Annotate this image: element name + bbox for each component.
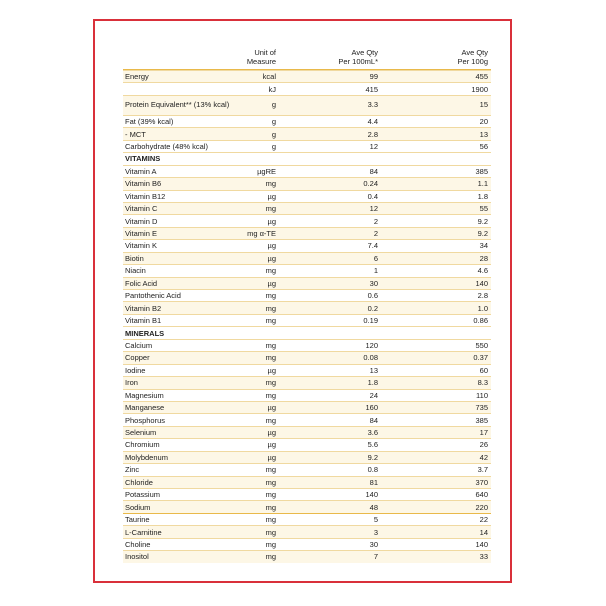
per-100g-cell: 9.2 — [477, 229, 488, 239]
per-100ml-cell: 2 — [373, 216, 378, 226]
nutrient-name: Vitamin B12 — [125, 191, 166, 201]
header-per-100g: Ave Qty Per 100g — [457, 48, 488, 66]
per-100ml-cell: 0.19 — [363, 316, 378, 326]
unit-cell: µg — [267, 365, 276, 375]
table-row — [123, 426, 491, 438]
per-100g-cell: 42 — [479, 452, 488, 462]
nutrient-name: Molybdenum — [125, 452, 168, 462]
per-100ml-cell: 2 — [373, 229, 378, 239]
table-row — [123, 95, 491, 115]
per-100g-cell: 1900 — [471, 84, 488, 94]
per-100ml-cell: 9.2 — [367, 452, 378, 462]
table-row — [123, 140, 491, 152]
table-row — [123, 301, 491, 313]
per-100ml-cell: 3 — [373, 527, 378, 537]
nutrient-name: Protein Equivalent** (13% kcal) — [125, 100, 230, 110]
per-100ml-cell: 84 — [369, 415, 378, 425]
per-100ml-cell: 7 — [373, 552, 378, 562]
per-100g-cell: 4.6 — [477, 266, 488, 276]
table-row — [123, 538, 491, 550]
nutrient-name: Phosphorus — [125, 415, 166, 425]
table-row — [123, 513, 491, 525]
per-100ml-cell: 3.6 — [367, 428, 378, 438]
table-row — [123, 476, 491, 488]
unit-cell: mg — [265, 204, 276, 214]
table-row — [123, 127, 491, 139]
nutrient-name: Calcium — [125, 340, 153, 350]
table-row — [123, 277, 491, 289]
nutrient-name: Vitamin B1 — [125, 316, 162, 326]
per-100ml-cell: 160 — [365, 403, 378, 413]
nutrient-name: Chloride — [125, 477, 153, 487]
unit-cell: g — [271, 100, 276, 110]
unit-cell: µg — [267, 278, 276, 288]
per-100g-cell: 3.7 — [477, 465, 488, 475]
per-100ml-cell: 1.8 — [367, 378, 378, 388]
unit-cell: µg — [267, 452, 276, 462]
per-100g-cell: 13 — [479, 129, 488, 139]
table-row — [123, 314, 491, 326]
per-100g-cell: 2.8 — [477, 291, 488, 301]
nutrient-name: Iron — [125, 378, 138, 388]
per-100ml-cell: 5 — [373, 515, 378, 525]
unit-cell: kJ — [268, 84, 276, 94]
per-100g-cell: 735 — [475, 403, 488, 413]
per-100g-cell: 26 — [479, 440, 488, 450]
per-100g-cell: 22 — [479, 515, 488, 525]
per-100ml-cell: 120 — [365, 340, 378, 350]
unit-cell: g — [271, 141, 276, 151]
section-header-row — [123, 326, 491, 338]
nutrient-name: Vitamin B2 — [125, 303, 162, 313]
table-row — [123, 252, 491, 264]
nutrient-name: Copper — [125, 353, 150, 363]
per-100ml-cell: 0.08 — [363, 353, 378, 363]
per-100ml-cell: 5.6 — [367, 440, 378, 450]
per-100g-cell: 110 — [476, 390, 488, 400]
per-100g-cell: 385 — [475, 415, 488, 425]
nutrition-panel-frame — [93, 19, 512, 583]
unit-cell: mg — [265, 390, 276, 400]
per-100ml-cell: 0.2 — [367, 303, 378, 313]
per-100g-cell: 455 — [475, 72, 488, 82]
unit-cell: mg α-TE — [247, 229, 276, 239]
unit-cell: mg — [265, 515, 276, 525]
unit-cell: mg — [265, 316, 276, 326]
per-100ml-cell: 12 — [369, 141, 378, 151]
table-body — [123, 70, 491, 563]
nutrient-name: Taurine — [125, 515, 150, 525]
per-100g-cell: 15 — [479, 100, 488, 110]
nutrient-name: Manganese — [125, 403, 165, 413]
unit-cell: g — [271, 117, 276, 127]
table-row — [123, 214, 491, 226]
per-100ml-cell: 2.8 — [367, 129, 378, 139]
nutrient-name: Selenium — [125, 428, 157, 438]
nutrient-name: Vitamin A — [125, 166, 157, 176]
table-row — [123, 413, 491, 425]
per-100ml-cell: 1 — [373, 266, 378, 276]
per-100g-cell: 28 — [479, 253, 488, 263]
table-row — [123, 438, 491, 450]
unit-cell: mg — [265, 303, 276, 313]
table-row — [123, 451, 491, 463]
per-100ml-cell: 30 — [369, 278, 378, 288]
per-100g-cell: 0.37 — [473, 353, 488, 363]
per-100g-cell: 60 — [479, 365, 488, 375]
per-100g-cell: 370 — [475, 477, 488, 487]
nutrition-table — [123, 39, 491, 563]
table-row — [123, 463, 491, 475]
per-100g-cell: 1.1 — [477, 179, 488, 189]
per-100ml-cell: 84 — [369, 166, 378, 176]
unit-cell: mg — [265, 490, 276, 500]
per-100g-cell: 20 — [479, 117, 488, 127]
per-100g-cell: 56 — [479, 141, 488, 151]
header-unit: Unit of Measure — [246, 48, 276, 66]
nutrient-name: Vitamin K — [125, 241, 157, 251]
unit-cell: mg — [265, 539, 276, 549]
nutrient-name: Sodium — [125, 502, 151, 512]
unit-cell: µg — [267, 191, 276, 201]
nutrient-name: Niacin — [125, 266, 146, 276]
unit-cell: mg — [265, 465, 276, 475]
table-row — [123, 165, 491, 177]
nutrient-name: Fat (39% kcal) — [125, 117, 174, 127]
per-100ml-cell: 99 — [369, 72, 378, 82]
header-per-100ml: Ave Qty Per 100mL* — [338, 48, 378, 66]
nutrient-name: Vitamin B6 — [125, 179, 162, 189]
per-100g-cell: 33 — [479, 552, 488, 562]
per-100g-cell: 55 — [479, 204, 488, 214]
unit-cell: mg — [265, 378, 276, 388]
per-100ml-cell: 0.24 — [363, 179, 378, 189]
nutrient-name: Vitamin C — [125, 204, 158, 214]
nutrient-name: Inositol — [125, 552, 149, 562]
per-100g-cell: 385 — [475, 166, 488, 176]
unit-cell: mg — [265, 552, 276, 562]
unit-cell: g — [271, 129, 276, 139]
unit-cell: µg — [267, 241, 276, 251]
table-row — [123, 289, 491, 301]
per-100ml-cell: 0.4 — [367, 191, 378, 201]
table-row — [123, 364, 491, 376]
per-100ml-cell: 7.4 — [367, 241, 378, 251]
table-header — [123, 39, 491, 70]
nutrient-name: Biotin — [125, 253, 144, 263]
per-100g-cell: 1.8 — [477, 191, 488, 201]
table-row — [123, 525, 491, 537]
unit-cell: mg — [265, 266, 276, 276]
unit-cell: µgRE — [257, 166, 276, 176]
unit-cell: mg — [265, 415, 276, 425]
per-100g-cell: 140 — [475, 278, 488, 288]
nutrient-name: Vitamin E — [125, 229, 157, 239]
per-100ml-cell: 415 — [365, 84, 378, 94]
nutrient-name: Potassium — [125, 490, 161, 500]
per-100ml-cell: 30 — [369, 539, 378, 549]
table-row — [123, 202, 491, 214]
per-100g-cell: 0.86 — [473, 316, 488, 326]
per-100ml-cell: 0.8 — [367, 465, 378, 475]
table-row — [123, 190, 491, 202]
nutrient-name: Iodine — [125, 365, 146, 375]
per-100ml-cell: 6 — [373, 253, 378, 263]
table-row — [123, 376, 491, 388]
table-row — [123, 227, 491, 239]
header-name-cell — [123, 39, 238, 69]
section-header-row — [123, 152, 491, 164]
per-100ml-cell: 13 — [369, 365, 378, 375]
unit-cell: mg — [265, 353, 276, 363]
table-row — [123, 115, 491, 127]
per-100g-cell: 8.3 — [477, 378, 488, 388]
nutrient-name: Pantothenic Acid — [125, 291, 181, 301]
per-100g-cell: 220 — [475, 502, 488, 512]
per-100g-cell: 640 — [475, 490, 488, 500]
nutrient-name: Magnesium — [125, 390, 164, 400]
unit-cell: mg — [265, 291, 276, 301]
per-100g-cell: 140 — [475, 539, 488, 549]
table-row — [123, 401, 491, 413]
table-row — [123, 550, 491, 562]
unit-cell: mg — [265, 340, 276, 350]
table-row — [123, 500, 491, 512]
unit-cell: µg — [267, 216, 276, 226]
table-row — [123, 82, 491, 94]
nutrient-name: - MCT — [125, 129, 146, 139]
unit-cell: mg — [265, 179, 276, 189]
nutrient-name: Energy — [125, 72, 149, 82]
per-100g-cell: 34 — [479, 241, 488, 251]
per-100g-cell: 1.0 — [477, 303, 488, 313]
unit-cell: mg — [265, 527, 276, 537]
nutrient-name: Choline — [125, 539, 151, 549]
nutrient-name: Vitamin D — [125, 216, 158, 226]
unit-cell: µg — [267, 440, 276, 450]
per-100ml-cell: 12 — [369, 204, 378, 214]
per-100ml-cell: 48 — [369, 502, 378, 512]
per-100g-cell: 550 — [475, 340, 488, 350]
unit-cell: µg — [267, 428, 276, 438]
unit-cell: µg — [267, 403, 276, 413]
per-100ml-cell: 3.3 — [367, 100, 378, 110]
per-100ml-cell: 24 — [369, 390, 378, 400]
table-row — [123, 70, 491, 82]
per-100g-cell: 14 — [479, 527, 488, 537]
table-row — [123, 264, 491, 276]
table-row — [123, 488, 491, 500]
table-row — [123, 389, 491, 401]
table-row — [123, 239, 491, 251]
table-row — [123, 177, 491, 189]
unit-cell: mg — [265, 477, 276, 487]
unit-cell: mg — [265, 502, 276, 512]
nutrient-name: MINERALS — [125, 328, 165, 338]
per-100ml-cell: 0.6 — [367, 291, 378, 301]
table-row — [123, 351, 491, 363]
table-row — [123, 339, 491, 351]
per-100ml-cell: 4.4 — [367, 117, 378, 127]
nutrient-name: Carbohydrate (48% kcal) — [125, 141, 208, 151]
unit-cell: kcal — [262, 72, 276, 82]
nutrient-name: Chromium — [125, 440, 160, 450]
per-100ml-cell: 81 — [369, 477, 378, 487]
per-100g-cell: 17 — [479, 428, 488, 438]
nutrient-name: Folic Acid — [125, 278, 158, 288]
nutrient-name: VITAMINS — [125, 154, 161, 164]
unit-cell: µg — [267, 253, 276, 263]
per-100g-cell: 9.2 — [477, 216, 488, 226]
nutrient-name: Zinc — [125, 465, 140, 475]
nutrient-name: L-Carnitine — [125, 527, 162, 537]
per-100ml-cell: 140 — [365, 490, 378, 500]
